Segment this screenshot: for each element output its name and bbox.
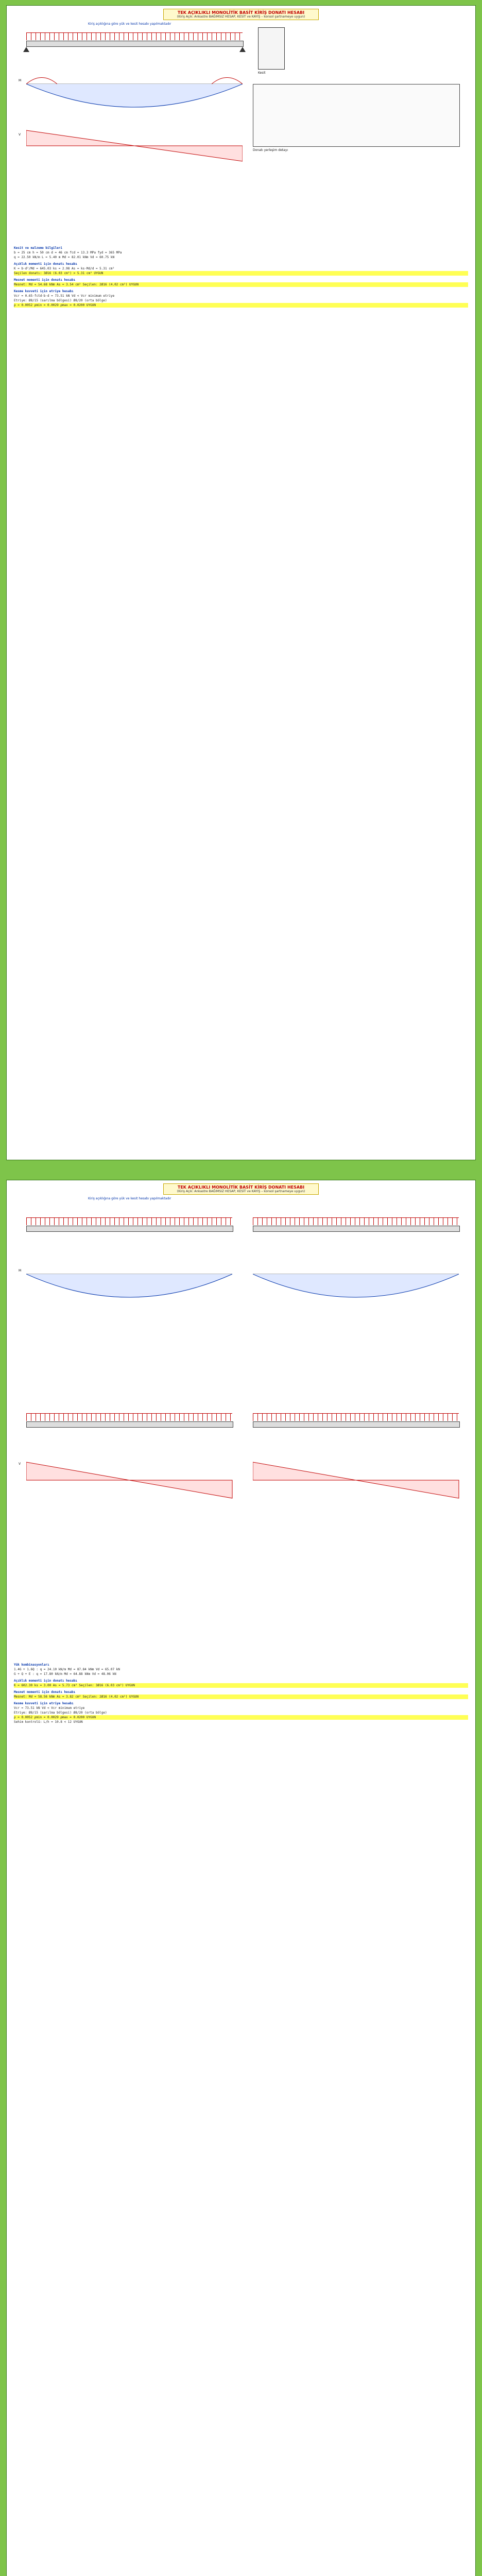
- distributed-load: [253, 1217, 459, 1225]
- moment-diagram: [253, 1259, 469, 1310]
- calc-sheet-2: [6, 1180, 476, 2576]
- calc-line: b = 25 cm h = 50 cm d = 46 cm fcd = 13.3 MPa fyd = 365 MPa: [14, 251, 122, 255]
- beam-diagram-grid: [11, 1197, 471, 1660]
- sheet-subtitle: (Kiriş Açık: Ankastre BAĞIMSIZ HESAP, KESİT ve KAYIŞ – konsol şartnameye uygun): [177, 1190, 305, 1193]
- support-right: [239, 47, 246, 52]
- calc-line: 1.4G + 1.6Q : q = 24.10 kN/m Md = 87.84 kNm Vd = 65.07 kN: [14, 1668, 120, 1671]
- moment-diagram: [26, 69, 243, 115]
- calc-line: Etriye: Ø8/15 (sarılma bölgesi) Ø8/20 (orta bölge): [14, 1711, 107, 1715]
- rebar-detail: [253, 84, 460, 147]
- calc-line: G + Q + E : q = 17.80 kN/m Md = 64.88 kNm Vd = 48.06 kN: [14, 1672, 116, 1676]
- calc-line: Vcr = 0.65·fctd·b·d = 73.51 kN Vd < Vcr minimum etriye: [14, 294, 115, 298]
- calc-line: ρ = 0.0052 ρmin = 0.0029 ρmax = 0.0200 UYGUN: [14, 1715, 468, 1720]
- moment-label: M: [19, 1269, 22, 1273]
- sheet-title: [163, 1183, 319, 1195]
- sheet-title-text: TEK AÇIKLIKLI MONOLİTİK BASİT KİRİŞ DONATI HESABI: [177, 10, 305, 15]
- calculation-block: [14, 246, 468, 308]
- calc-line: Seçilen donatı: 3Ø16 (6.03 cm²) > 5.31 cm² UYGUN: [14, 271, 468, 276]
- shear-diagram: [253, 1454, 469, 1506]
- beam: [26, 1421, 233, 1428]
- calc-heading: Kesit ve malzeme bilgileri: [14, 246, 62, 250]
- beam-diagram: [11, 22, 471, 244]
- sheet-title-text: TEK AÇIKLIKLI MONOLİTİK BASİT KİRİŞ DONATI HESABI: [177, 1185, 305, 1190]
- calc-line: K = b·d²/Md = 645.03 ks = 2.98 As = ks·Md/d = 5.31 cm²: [14, 267, 115, 270]
- section-label: Kesit: [258, 71, 266, 75]
- calc-line: q = 22.50 kN/m L = 5.40 m Md = 82.01 kNm Vd = 60.75 kN: [14, 256, 115, 259]
- calc-line: Vcr = 73.51 kN Vd < Vcr minimum etriye: [14, 1706, 85, 1710]
- beam: [26, 41, 244, 47]
- distributed-load: [253, 1413, 459, 1421]
- moment-diagram: [26, 1259, 243, 1310]
- calc-heading: Yük kombinasyonları: [14, 1663, 49, 1667]
- calc-line: K = 602.30 ks = 3.00 As = 5.73 cm² Seçilen: 3Ø16 (6.03 cm²) UYGUN: [14, 1683, 468, 1688]
- calc-heading: Mesnet momenti için donatı hesabı: [14, 1690, 76, 1694]
- calculation-block: [14, 1663, 468, 1724]
- calc-line: Mesnet: Md = 58.56 kNm As = 3.82 cm² Seçilen: 2Ø16 (4.02 cm²) UYGUN: [14, 1694, 468, 1699]
- shear-label: V: [19, 133, 21, 137]
- calc-heading: Kesme kuvveti için etriye hesabı: [14, 1702, 74, 1705]
- calc-line: Sehim kontrolü: L/h = 10.8 < 12 UYGUN: [14, 1720, 83, 1724]
- sheet-title: [163, 9, 319, 20]
- sheet-subtitle: (Kiriş Açık: Ankastre BAĞIMSIZ HESAP, KESİT ve KAYIŞ – konsol şartnameye uygun): [177, 15, 305, 19]
- moment-label: M: [19, 79, 22, 82]
- shear-diagram: [26, 125, 243, 166]
- calc-heading: Açıklık momenti için donatı hesabı: [14, 1679, 77, 1683]
- distributed-load: [26, 32, 243, 40]
- beam: [253, 1226, 460, 1232]
- beam: [253, 1421, 460, 1428]
- calc-line: Etriye: Ø8/15 (sarılma bölgesi) Ø8/20 (orta bölge): [14, 299, 107, 302]
- calc-sheet-1: [6, 5, 476, 1160]
- calc-line: Mesnet: Md = 54.68 kNm As = 3.54 cm² Seçilen: 2Ø16 (4.02 cm²) UYGUN: [14, 282, 468, 287]
- calc-heading: Açıklık momenti için donatı hesabı: [14, 262, 77, 266]
- calc-heading: Mesnet momenti için donatı hesabı: [14, 278, 76, 282]
- calc-line: ρ = 0.0052 ρmin = 0.0029 ρmax = 0.0200 UYGUN: [14, 303, 468, 308]
- beam: [26, 1226, 233, 1232]
- support-left: [23, 47, 29, 52]
- diagram-note: Kiriş açıklığına göre yük ve kesit hesabı yapılmaktadır: [88, 22, 171, 26]
- shear-label: V: [19, 1462, 21, 1466]
- rebar-label: Donatı yerleşim detayı: [253, 148, 288, 152]
- shear-diagram: [26, 1454, 243, 1506]
- beam-section: [258, 27, 285, 70]
- calc-heading: Kesme kuvveti için etriye hesabı: [14, 290, 74, 293]
- distributed-load: [26, 1217, 232, 1225]
- distributed-load: [26, 1413, 232, 1421]
- diagram-note: Kiriş açıklığına göre yük ve kesit hesabı yapılmaktadır: [88, 1197, 171, 1200]
